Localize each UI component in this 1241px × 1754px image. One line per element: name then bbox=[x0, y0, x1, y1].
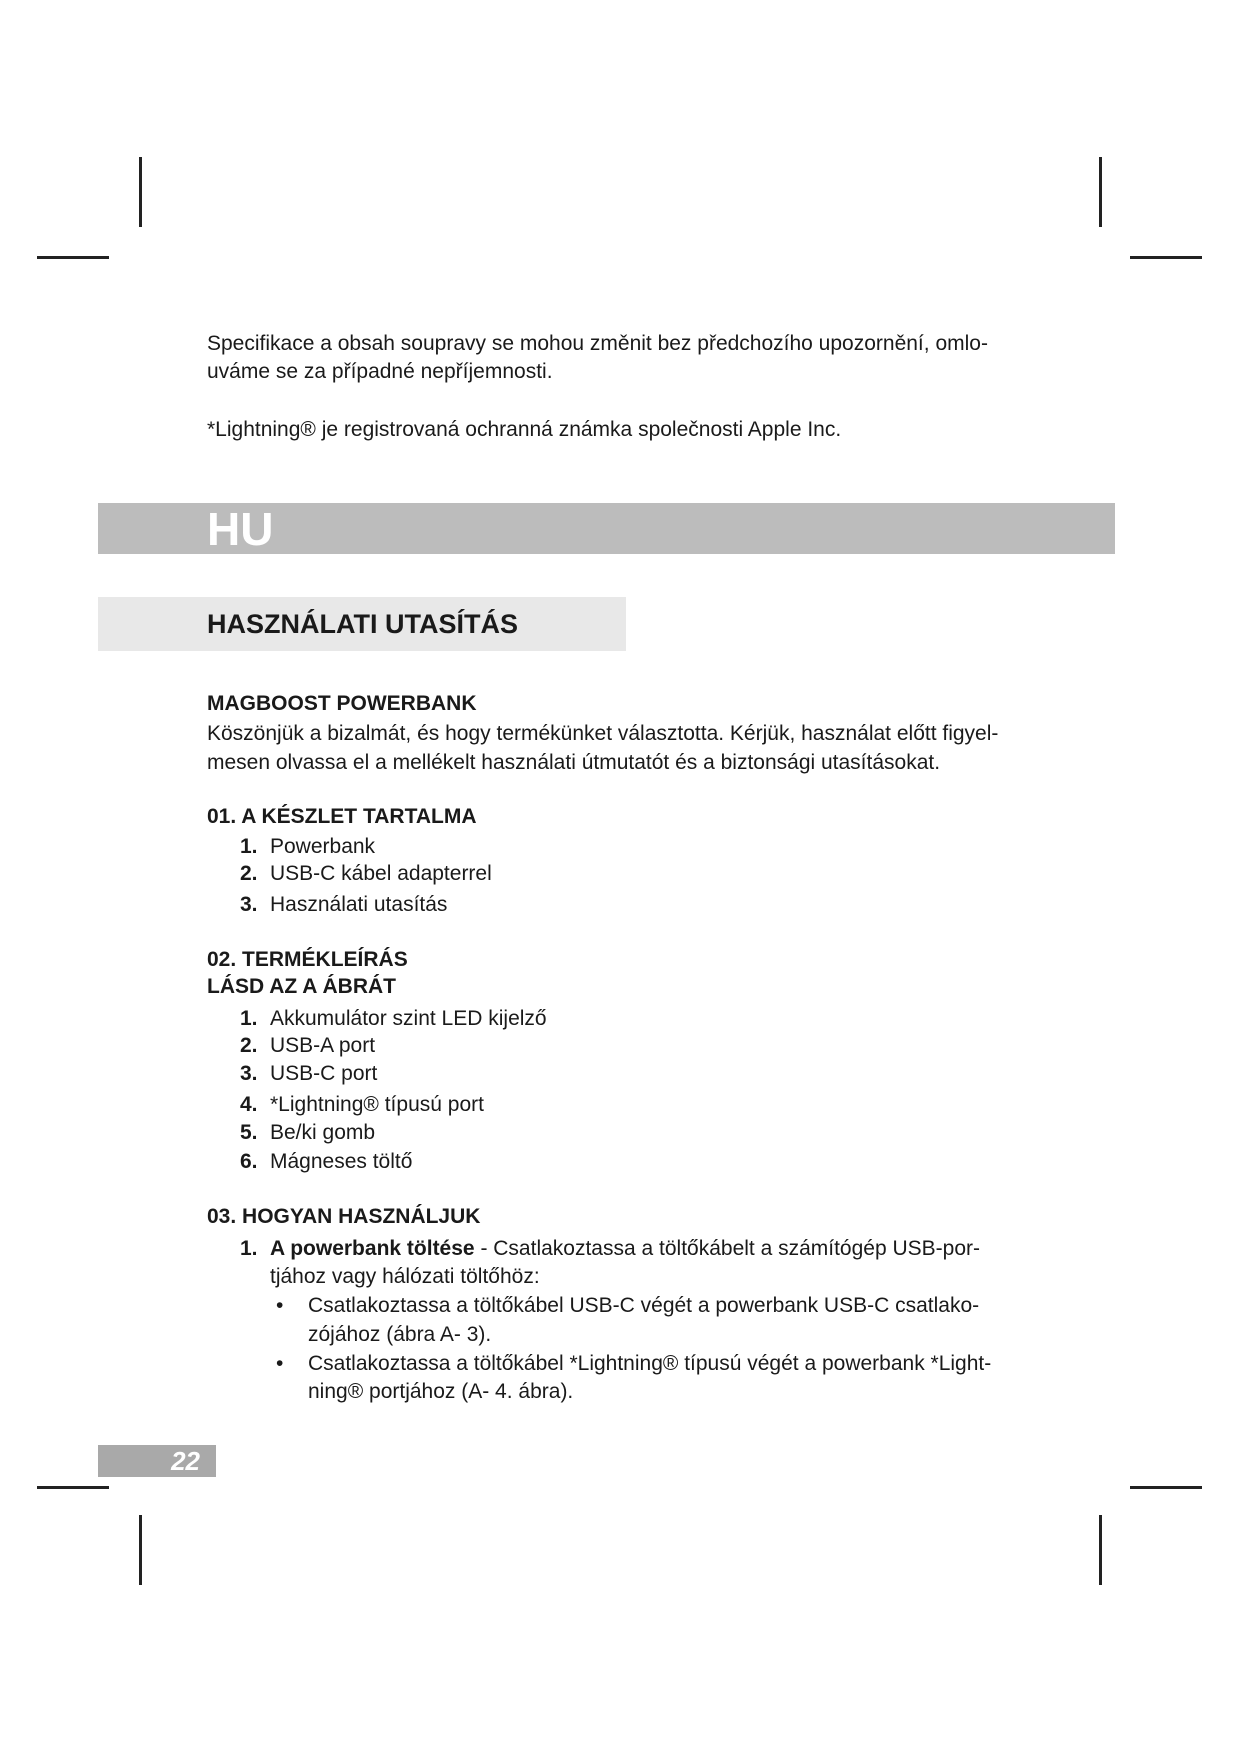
language-code: HU bbox=[207, 503, 274, 555]
list-item: 1. A powerbank töltése - Csatlakoztassa a töltőkábelt a számítógép USB-por- bbox=[240, 1237, 981, 1260]
section-heading: 01. A KÉSZLET TARTALMA bbox=[207, 805, 477, 828]
product-heading: MAGBOOST POWERBANK bbox=[207, 692, 477, 715]
language-band bbox=[98, 503, 1115, 554]
crop-mark bbox=[139, 1515, 142, 1585]
list-item: 3. USB-C port bbox=[240, 1062, 378, 1085]
page-title: HASZNÁLATI UTASÍTÁS bbox=[207, 609, 518, 639]
bullet-icon: • bbox=[276, 1294, 284, 1317]
crop-mark bbox=[1099, 1515, 1102, 1585]
crop-mark bbox=[1099, 157, 1102, 227]
page-number: 22 bbox=[171, 1446, 200, 1476]
product-intro-line: mesen olvassa el a mellékelt használati útmutatót és a biztonsági utasításokat. bbox=[207, 751, 941, 774]
product-intro-line: Köszönjük a bizalmát, és hogy termékünket választotta. Kérjük, használat előtt figyel- bbox=[207, 722, 999, 745]
section-subheading: LÁSD AZ A ÁBRÁT bbox=[207, 975, 396, 998]
section-heading: 02. TERMÉKLEÍRÁS bbox=[207, 948, 408, 971]
crop-mark bbox=[1130, 256, 1202, 259]
crop-mark bbox=[1130, 1486, 1202, 1489]
intro-line: Specifikace a obsah soupravy se mohou změnit bez předchozího upozornění, omlo- bbox=[207, 332, 988, 355]
trademark-note: *Lightning® je registrovaná ochranná známka společnosti Apple Inc. bbox=[207, 418, 842, 441]
page-number-badge bbox=[98, 1445, 216, 1477]
crop-mark bbox=[139, 157, 142, 227]
intro-line: uváme se za případné nepříjemnosti. bbox=[207, 360, 553, 383]
section-heading: 03. HOGYAN HASZNÁLJUK bbox=[207, 1205, 481, 1228]
bullet-icon: • bbox=[276, 1352, 284, 1375]
list-item: 6. Mágneses töltő bbox=[240, 1150, 413, 1173]
list-item: 5. Be/ki gomb bbox=[240, 1121, 376, 1144]
list-item: 2. USB-A port bbox=[240, 1034, 376, 1057]
crop-mark bbox=[37, 1486, 109, 1489]
list-item: 2. USB-C kábel adapterrel bbox=[240, 862, 492, 885]
title-band bbox=[98, 597, 626, 651]
list-item-continuation: tjához vagy hálózati töltőhöz: bbox=[270, 1265, 540, 1288]
list-item: 3. Használati utasítás bbox=[240, 893, 448, 916]
list-item: 1. Powerbank bbox=[240, 835, 376, 858]
crop-mark bbox=[37, 256, 109, 259]
list-item: 1. Akkumulátor szint LED kijelző bbox=[240, 1007, 547, 1030]
list-item: 4. *Lightning® típusú port bbox=[240, 1093, 484, 1116]
